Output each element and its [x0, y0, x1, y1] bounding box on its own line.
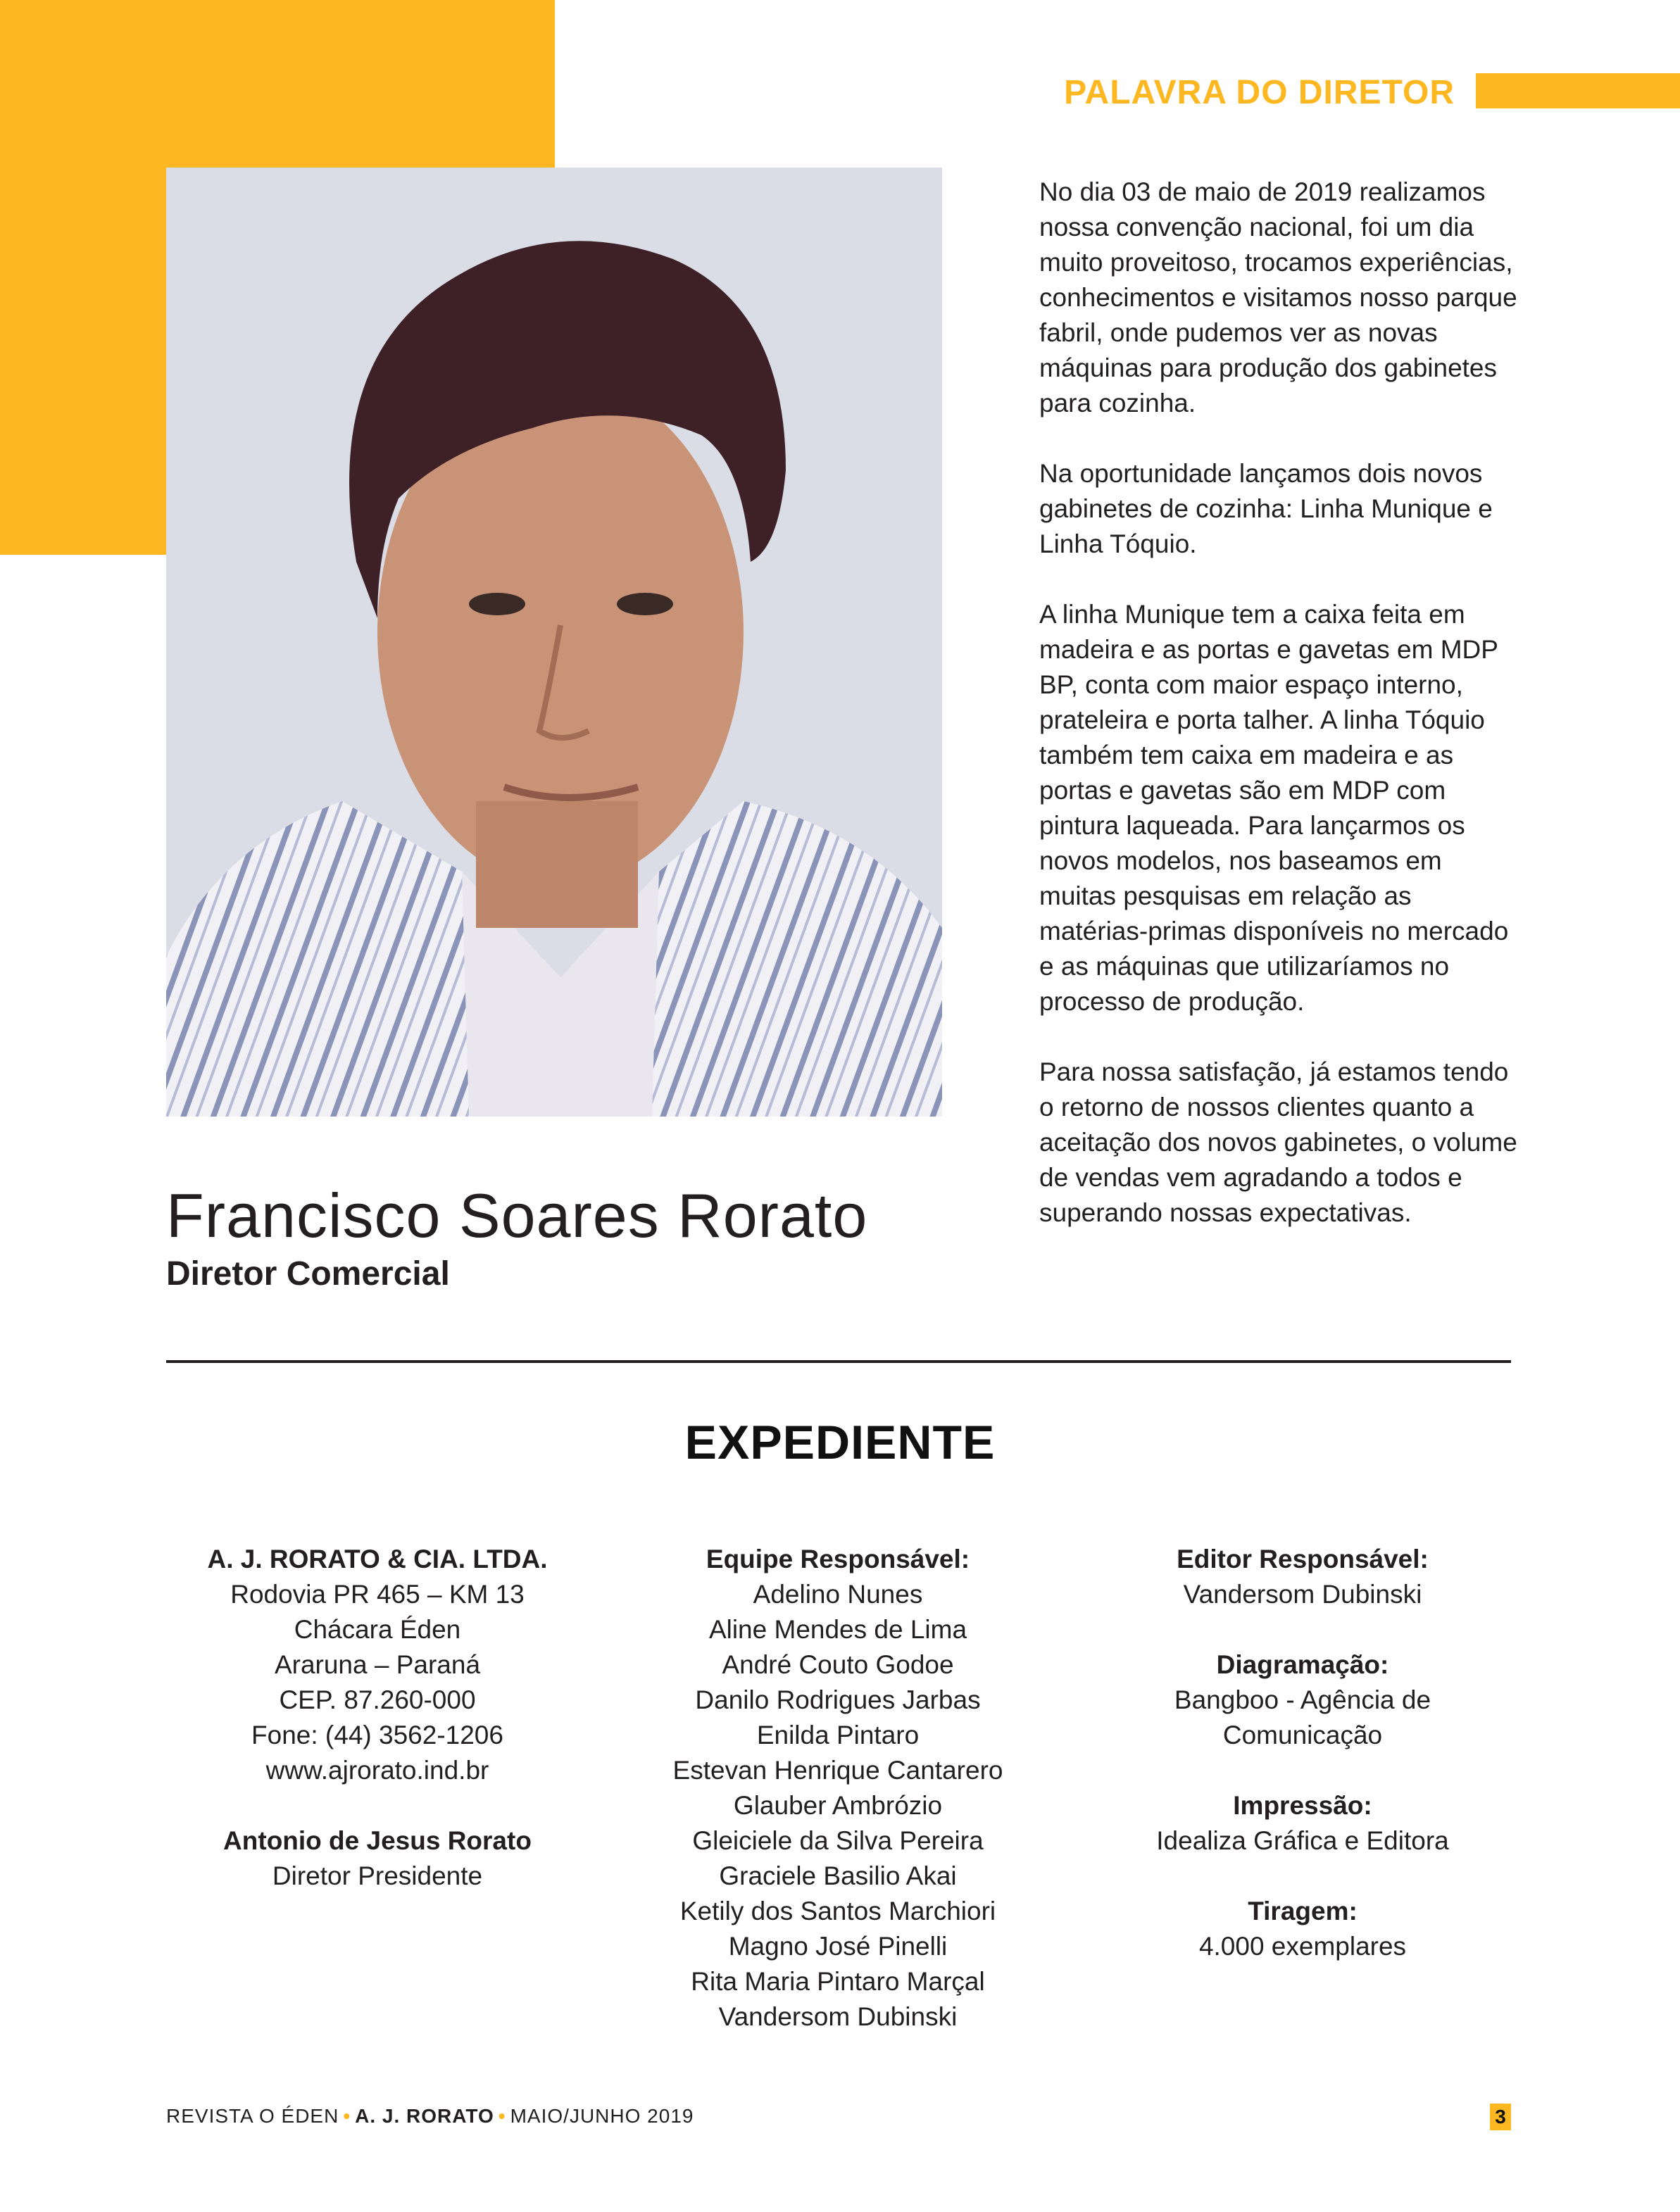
team-member: Vandersom Dubinski [718, 2002, 958, 2031]
editor-name: Vandersom Dubinski [1183, 1580, 1422, 1609]
footer-magazine: REVISTA O ÉDEN [166, 2105, 339, 2127]
company-name: A. J. RORATO & CIA. LTDA. [207, 1545, 548, 1573]
company-address-line: CEP. 87.260-000 [279, 1685, 476, 1714]
team-member: Rita Maria Pintaro Marçal [691, 1967, 985, 1996]
layout-heading: Diagramação: [1216, 1650, 1389, 1679]
team-member: André Couto Godoe [722, 1650, 954, 1679]
team-column [620, 1542, 1056, 2035]
expediente-title: EXPEDIENTE [684, 1416, 996, 1469]
company-website: www.ajrorato.ind.br [265, 1756, 489, 1785]
team-member: Aline Mendes de Lima [708, 1615, 967, 1644]
section-title: PALAVRA DO DIRETOR [1064, 74, 1455, 111]
team-member: Magno José Pinelli [728, 1932, 948, 1961]
team-member: Gleiciele da Silva Pereira [692, 1826, 984, 1855]
message-paragraph: Na oportunidade lançamos dois novos gabinetes de cozinha: Linha Munique e Linha Tóquio. [1039, 459, 1493, 558]
director-photo [166, 168, 942, 1117]
message-paragraph: Para nossa satisfação, já estamos tendo o retorno de nossos clientes quanto a aceitação dos novos gabinetes, o volume de vendas vem agradando a todos e superando nossas expectativas. [1039, 1057, 1517, 1227]
team-member: Danilo Rodrigues Jarbas [695, 1685, 981, 1714]
print-heading: Impressão: [1233, 1791, 1372, 1820]
team-member: Adelino Nunes [753, 1580, 923, 1609]
print-run-heading: Tiragem: [1248, 1897, 1358, 1925]
message-paragraph: No dia 03 de maio de 2019 realizamos nossa convenção nacional, foi um dia muito proveitoso, trocamos experiências, conhecimentos e visitamos nosso parque fabril, onde pudemos ver as novas máquinas para produção dos gabinetes para cozinha. [1039, 177, 1517, 417]
company-address-line: Rodovia PR 465 – KM 13 [230, 1580, 525, 1609]
team-member: Graciele Basilio Akai [719, 1861, 957, 1890]
company-phone: Fone: (44) 3562-1206 [251, 1721, 503, 1749]
company-address-line: Araruna – Paraná [274, 1650, 481, 1679]
president-role: Diretor Presidente [272, 1861, 483, 1890]
footer-issue: MAIO/JUNHO 2019 [510, 2105, 694, 2127]
print-company: Idealiza Gráfica e Editora [1156, 1826, 1449, 1855]
team-member: Estevan Henrique Cantarero [672, 1756, 1003, 1785]
team-heading: Equipe Responsável: [706, 1545, 970, 1573]
page-number: 3 [1490, 2104, 1511, 2130]
message-paragraph: A linha Munique tem a caixa feita em madeira e as portas e gavetas em MDP BP, conta com maior espaço interno, prateleira e porta talher. A linha Tóquio também tem caixa em madeira e as portas e gavetas são em MDP com pintura laqueada. Para lançarmos os novos modelos, nos baseamos em muitas pesquisas em relação as matérias-primas disponíveis no mercado e as máquinas que utilizaríamos no processo de produção. [1039, 600, 1509, 1016]
director-message [1039, 175, 1525, 1266]
team-member: Ketily dos Santos Marchiori [679, 1897, 996, 1925]
layout-agency: Comunicação [1222, 1721, 1383, 1749]
company-address-line: Chácara Éden [294, 1615, 461, 1644]
footer-separator: • [343, 2105, 351, 2127]
footer-separator: • [498, 2105, 506, 2127]
team-member: Glauber Ambrózio [733, 1791, 943, 1820]
director-role: Diretor Comercial [166, 1255, 450, 1293]
company-info-column [166, 1542, 589, 1894]
print-run: 4.000 exemplares [1198, 1932, 1407, 1961]
section-title-bar [1476, 73, 1680, 108]
editor-heading: Editor Responsável: [1177, 1545, 1429, 1573]
page-footer [166, 2105, 694, 2128]
director-name: Francisco Soares Rorato [166, 1181, 868, 1250]
footer-brand: A. J. RORATO [355, 2105, 494, 2127]
layout-agency: Bangboo - Agência de [1174, 1685, 1431, 1714]
section-divider [166, 1360, 1511, 1363]
team-member: Enilda Pintaro [756, 1721, 920, 1749]
president-name: Antonio de Jesus Rorato [223, 1826, 532, 1855]
credits-column [1091, 1542, 1514, 1964]
